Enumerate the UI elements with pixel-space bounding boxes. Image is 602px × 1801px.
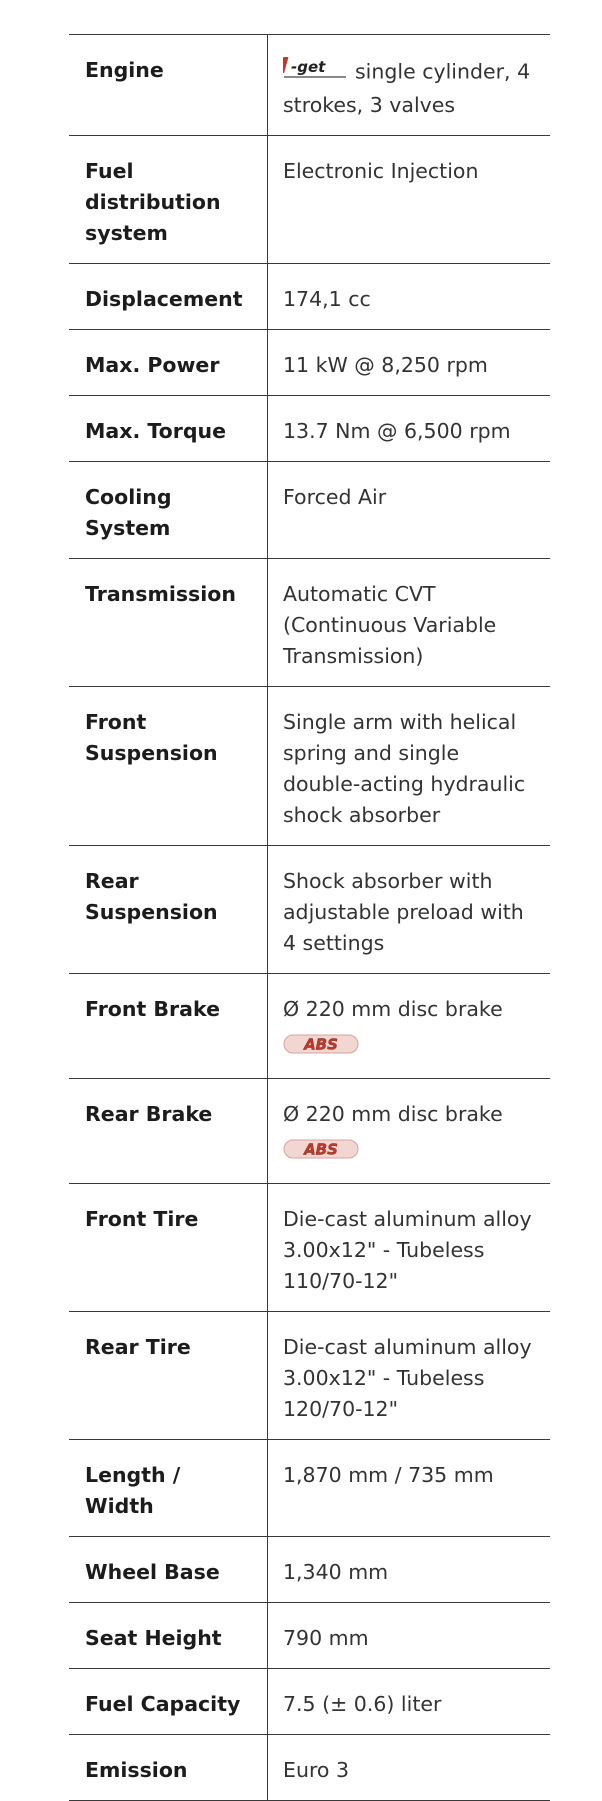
row-label: Fuel Capacity [69, 1669, 268, 1735]
row-value: 11 kW @ 8,250 rpm [268, 330, 551, 396]
row-value: 174,1 cc [268, 264, 551, 330]
row-value: Automatic CVT (Continuous Variable Transmission) [268, 559, 551, 687]
table-row [69, 264, 550, 330]
row-label: Engine [69, 35, 268, 136]
row-label: Max. Power [69, 330, 268, 396]
row-value: Ø 220 mm disc brake [283, 1102, 503, 1126]
row-label: Front Brake [69, 974, 268, 1079]
row-value: single cylinder, 4 strokes, 3 valves [283, 59, 531, 117]
table-row [69, 559, 550, 687]
table-row [69, 1603, 550, 1669]
table-row [69, 330, 550, 396]
row-label: Front Tire [69, 1184, 268, 1312]
row-label: Wheel Base [69, 1537, 268, 1603]
row-value: 790 mm [268, 1603, 551, 1669]
row-label: Rear Tire [69, 1312, 268, 1440]
table-row [69, 1079, 550, 1184]
abs-badge-text: ABS [304, 1035, 338, 1054]
table-row [69, 462, 550, 559]
table-row [69, 35, 550, 136]
svg-text:-get: -get [291, 58, 326, 76]
row-value: 1,340 mm [268, 1537, 551, 1603]
row-value-cell [268, 35, 551, 136]
row-value: Forced Air [268, 462, 551, 559]
row-label: Length / Width [69, 1440, 268, 1537]
row-label: Fuel distribution system [69, 136, 268, 264]
spec-table-body [69, 35, 550, 1801]
row-value: Ø 220 mm disc brake [283, 997, 503, 1021]
table-row [69, 687, 550, 846]
row-value: 1,870 mm / 735 mm [268, 1440, 551, 1537]
row-value: 13.7 Nm @ 6,500 rpm [268, 396, 551, 462]
table-row [69, 974, 550, 1079]
row-label: Emission [69, 1735, 268, 1801]
row-value-cell [268, 974, 551, 1079]
row-label: Rear Brake [69, 1079, 268, 1184]
abs-badge-text: ABS [304, 1140, 338, 1159]
table-row [69, 1184, 550, 1312]
table-row [69, 1669, 550, 1735]
row-value: Die-cast aluminum alloy 3.00x12" - Tubeless 110/70-12" [268, 1184, 551, 1312]
row-label: Seat Height [69, 1603, 268, 1669]
table-row [69, 1312, 550, 1440]
abs-badge-icon [283, 1033, 536, 1064]
row-value: Single arm with helical spring and single double-acting hydraulic shock absorber [268, 687, 551, 846]
row-value: Euro 3 [268, 1735, 551, 1801]
row-label: Rear Suspension [69, 846, 268, 974]
table-row [69, 1537, 550, 1603]
row-label: Displacement [69, 264, 268, 330]
table-row [69, 846, 550, 974]
row-value: Electronic Injection [268, 136, 551, 264]
iget-logo [283, 55, 349, 90]
row-label: Transmission [69, 559, 268, 687]
row-label: Cooling System [69, 462, 268, 559]
row-value: 7.5 (± 0.6) liter [268, 1669, 551, 1735]
row-label: Front Suspension [69, 687, 268, 846]
table-row [69, 396, 550, 462]
iget-logo-svg [283, 55, 349, 81]
row-label: Max. Torque [69, 396, 268, 462]
row-value-cell [268, 1079, 551, 1184]
table-row [69, 136, 550, 264]
row-value: Die-cast aluminum alloy 3.00x12" - Tubeless 120/70-12" [268, 1312, 551, 1440]
spec-table [69, 34, 550, 1801]
table-row [69, 1440, 550, 1537]
abs-badge-icon [283, 1138, 536, 1169]
row-value: Shock absorber with adjustable preload with 4 settings [268, 846, 551, 974]
